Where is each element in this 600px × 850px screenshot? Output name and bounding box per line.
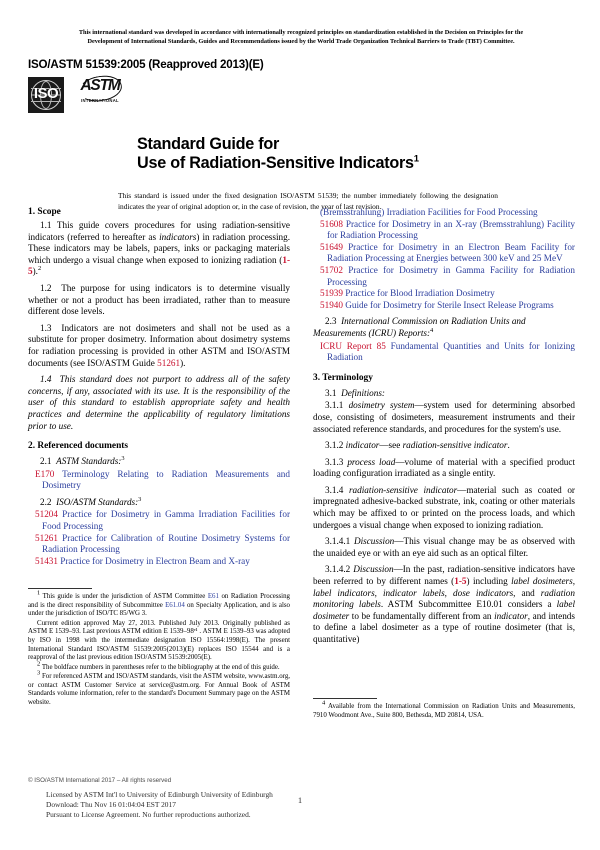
paragraph-3-1-1 <box>313 400 575 435</box>
standard-link-51261[interactable]: 51261 <box>157 357 181 368</box>
reference-entry[interactable] <box>313 219 575 242</box>
standard-id-51939[interactable]: 51939 <box>320 288 343 299</box>
definition-discussion-2-f: , and intends to define a label dosimeter as a type of routine dosimeter (that is, quantitative) <box>313 610 575 644</box>
reference-entry[interactable] <box>313 265 575 288</box>
footnote-2-text: The boldface numbers in parentheses refer to the bibliography at the end of this guide. <box>41 663 280 671</box>
logo-row <box>28 77 574 115</box>
paragraph-3-1-2 <box>313 440 575 452</box>
footnote-4-text: Available from the International Commission on Radiation Units and Measurements, 7910 Woodmont Ave., Suite 800, Bethesda, MD 20814, USA. <box>313 703 575 719</box>
para-num-2-2: 2.2 <box>40 496 52 507</box>
heading-scope: 1. Scope <box>28 207 61 217</box>
subcommittee-link-E61-04[interactable]: E61.04 <box>165 601 185 609</box>
paragraph-1-1 <box>28 220 290 278</box>
iso-logo-icon <box>28 77 64 113</box>
standard-title-51702: Practice for Dosimetry in Gamma Facility for Radiation Processing <box>327 264 575 287</box>
standard-title-icru-85: Fundamental Quantities and Units for Ionizing Radiation <box>327 340 575 363</box>
standard-title-51608: Practice for Dosimetry in an X-ray (Bremsstrahlung) Facility for Radiation Processing <box>327 218 575 241</box>
footnote-marker-3b: 3 <box>138 495 142 503</box>
term-indicator: indicator <box>345 440 380 451</box>
footnote-1 <box>28 589 290 619</box>
standard-id-E170[interactable]: E170 <box>35 468 55 479</box>
para-1-2-text: The purpose for using indicators is to determine visually whether or not a product has been irradiated, rather than to measure different dose levels. <box>28 282 290 317</box>
subheading-2-3-title: International Commission on Radiation Units and Measurements (ICRU) Reports: <box>313 316 526 338</box>
astm-logo-text: ASTM <box>80 76 120 94</box>
footnote-1-marker: 1 <box>37 589 41 597</box>
term-dosimetry-system: dosimetry system <box>348 400 415 411</box>
committee-link-E61[interactable]: E61 <box>207 593 219 600</box>
reference-entry[interactable] <box>28 509 290 532</box>
paragraph-3-1-4-2 <box>313 564 575 645</box>
tbt-banner-line1: This international standard was developed in accordance with internationally recognized principles on standardization established in the Decision on Principles for the <box>78 29 524 36</box>
footnote-1-paragraph-2: Current edition approved May 27, 2013. Published July 2013. Originally published as ASTM E 1539–93. Last previous ASTM edition E 1539–98ᵉ¹ . ASTM E 1539–93 was adopted by ISO in 1998 with the intermediate designation ISO 15564:1998(E). The present International Standard ISO/ASTM 51539:2005(2013)(E) replaces ISO 15544 and is a reapproval of the last previous edition ISO/ASTM 51539:2005(E). <box>28 619 290 662</box>
title-line-2: Use of Radiation-Sensitive Indicators <box>137 153 414 172</box>
subheading-2-3 <box>313 316 575 339</box>
definition-process-load: —volume of material with a specified product loading configuration irradiated as a single entity. <box>313 456 576 479</box>
para-1-4-text: This standard does not purport to address all of the safety concerns, if any, associated with its use. It is the responsibility of the user of this standard to establish appropriate safety and health practices and determine the applicability of regulatory limitations prior to use. <box>28 374 291 431</box>
footnotes-right <box>313 698 575 720</box>
definition-discussion-2-names-1: label dosimeters, label indicators, indicator labels, dose indicators <box>313 576 576 598</box>
paragraph-1-3 <box>28 323 290 369</box>
standard-id-51204[interactable]: 51204 <box>35 509 58 520</box>
footnote-1-text-a: This guide is under the jurisdiction of ASTM Committee <box>42 593 208 600</box>
para-num-3-1-3: 3.1.3 <box>325 456 344 467</box>
definition-indicator-b: . <box>507 440 510 451</box>
standard-title-E170: Terminology Relating to Radiation Measurements and Dosimetry <box>42 468 290 491</box>
left-column <box>28 207 290 567</box>
reference-entry[interactable] <box>313 242 575 265</box>
copyright-notice: © ISO/ASTM International 2017 – All rights reserved <box>28 777 172 784</box>
para-num-3-1-4-1: 3.1.4.1 <box>325 536 351 547</box>
term-radiation-sensitive-indicator: radiation-sensitive indicator <box>348 484 458 495</box>
para-num-3-1-4: 3.1.4 <box>325 484 344 495</box>
para-num-1-2: 1.2 <box>40 282 52 293</box>
definition-indicator-a: —see <box>379 440 403 451</box>
term-discussion-1: Discussion <box>353 536 395 547</box>
standard-title-51431: Practice for Dosimetry in Electron Beam and X-ray <box>60 555 250 566</box>
document-designation: ISO/ASTM 51539:2005 (Reapproved 2013)(E) <box>28 57 264 71</box>
para-num-2-3: 2.3 <box>325 316 337 327</box>
para-num-1-1: 1.1 <box>40 220 52 230</box>
footnotes-left <box>28 588 290 708</box>
para-1-3-text-b: ). <box>180 357 186 368</box>
license-line-3: Pursuant to License Agreement. No further reproductions authorized. <box>46 810 251 820</box>
standard-title-51431-continued: (Bremsstrahlung) Irradiation Facilities for Food Processing <box>320 207 538 217</box>
subheading-2-1 <box>28 456 290 468</box>
definition-discussion-2-d: . ASTM Subcommittee E10.01 considers a <box>380 599 557 610</box>
definition-discussion-2-label-dosimeter: label dosimeter <box>313 599 575 621</box>
standard-title-51204: Practice for Dosimetry in Gamma Irradiation Facilities for Food Processing <box>42 509 291 532</box>
standard-title-51649: Practice for Dosimetry in an Electron Beam Facility for Radiation Processing at Energies between 300 keV and 25 MeV <box>327 241 575 264</box>
para-1-1-text-b: ) in radiation processing. These indicators may be labels, papers, inks or packaging materials which undergo a visual change when exposed to ionizing radiation ( <box>28 231 290 265</box>
footnote-marker-2: 2 <box>37 265 42 273</box>
definition-indicator-ref: radiation-sensitive indicator <box>402 440 508 451</box>
definition-discussion-2-a: —In the past, radiation-sensitive indicators have been referred to by different names ( <box>313 564 575 587</box>
right-column <box>313 207 575 646</box>
definition-dosimetry-system: —system used for determining absorbed dose, consisting of dosimeters, measurement instruments and their associated reference standards, and procedures for the system's use. <box>313 400 575 434</box>
definition-discussion-2-names-2: radiation monitoring labels <box>313 587 575 610</box>
standard-title-51940: Guide for Dosimetry for Sterile Insect Release Programs <box>345 299 554 310</box>
heading-terminology: 3. Terminology <box>313 372 373 383</box>
tbt-banner <box>32 28 570 47</box>
para-num-2-1: 2.1 <box>40 456 52 467</box>
reference-entry-continued <box>313 207 575 219</box>
para-1-1-text-c: ). <box>32 266 38 277</box>
iso-logo-text: ISO <box>33 84 59 102</box>
paragraph-1-4 <box>28 374 290 432</box>
footnote-marker-3a: 3 <box>121 455 125 463</box>
issued-note: This standard is issued under the fixed designation ISO/ASTM 51539; the number immediately following the designation indicates the year of original adoption or, in the case of revision, the year of last revision. <box>118 190 498 212</box>
title-footnote-marker: 1 <box>413 153 419 165</box>
astm-logo-subtext: INTERNATIONAL <box>81 97 119 103</box>
standard-id-51649[interactable]: 51649 <box>320 241 343 252</box>
title-line-1: Standard Guide for <box>137 134 280 153</box>
definition-discussion-2-e: to be fundamentally different from an <box>349 610 495 621</box>
standard-id-51940[interactable]: 51940 <box>320 299 343 310</box>
astm-logo-icon <box>78 76 128 114</box>
page-title <box>137 135 574 173</box>
footnote-3 <box>28 669 290 708</box>
para-num-3-1: 3.1 <box>325 387 337 398</box>
footnote-3-marker: 3 <box>37 669 41 677</box>
footnote-3-text: For referenced ASTM and ISO/ASTM standards, visit the ASTM website, www.astm.org, or contact ASTM Customer Service at service@astm.org. For Annual Book of ASTM Standards volume information, refer to the standard's Document Summary page on the ASTM website. <box>28 672 290 706</box>
footnote-4 <box>313 699 575 720</box>
footnote-marker-4: 4 <box>430 326 434 334</box>
page-number: 1 <box>297 795 303 805</box>
reference-entry[interactable] <box>313 288 575 300</box>
definition-discussion-2-b: ) including <box>466 576 512 587</box>
reference-entry[interactable] <box>28 533 290 556</box>
term-discussion-2: Discussion <box>353 564 394 575</box>
subheading-2-2 <box>28 497 290 509</box>
paragraph-3-1-3 <box>313 457 575 480</box>
standard-title-51261: Practice for Calibration of Routine Dosimetry Systems for Radiation Processing <box>42 532 291 555</box>
standard-id-51608[interactable]: 51608 <box>320 218 343 229</box>
standard-title-51939: Practice for Blood Irradiation Dosimetry <box>345 288 495 299</box>
footnote-2 <box>28 660 290 673</box>
license-line-2: Download: Thu Nov 16 01:04:04 EST 2017 <box>46 800 176 810</box>
para-1-3-text-a: Indicators are not dosimeters and shall not be used as a substitute for proper dosimetry. Information about dosimetry systems for radiation processing is provided in other ASTM and ISO/ASTM documents (see ISO/ASTM Guide <box>28 322 290 368</box>
para-1-1-italic: indicators <box>159 231 197 242</box>
bibliography-ref-1-5-b[interactable]: 1-5 <box>454 576 467 587</box>
reference-entry[interactable] <box>313 300 575 312</box>
para-num-1-3: 1.3 <box>40 322 52 333</box>
reference-entry[interactable] <box>313 341 575 364</box>
tbt-banner-line2: Development of International Standards, Guides and Recommendations issued by the World Trade Organization Technical Barriers to Trade (TBT) Committee. <box>87 38 515 46</box>
subheading-2-2-title: ISO/ASTM Standards: <box>56 496 139 507</box>
heading-referenced-documents: 2. Referenced documents <box>28 441 129 452</box>
standard-id-icru-85[interactable]: ICRU Report 85 <box>320 340 386 351</box>
para-1-1-text-a: This guide covers procedures for using radiation-sensitive indicators (referred to hereafter as <box>28 220 290 242</box>
term-process-load: process load <box>347 456 396 467</box>
para-num-3-1-4-2: 3.1.4.2 <box>325 564 351 575</box>
reference-entry[interactable] <box>28 556 290 568</box>
license-line-1: Licensed by ASTM Int'l to University of Edinburgh University of Edinburgh <box>46 790 273 799</box>
title-block <box>137 135 574 173</box>
standard-id-51261[interactable]: 51261 <box>35 532 58 543</box>
subheading-3-1 <box>313 388 575 400</box>
para-num-3-1-2: 3.1.2 <box>325 440 344 451</box>
standard-id-51702[interactable]: 51702 <box>320 264 343 275</box>
subheading-2-1-title: ASTM Standards: <box>56 456 122 467</box>
definition-discussion-2-c: , and <box>513 587 541 598</box>
paragraph-3-1-4-1 <box>313 536 575 559</box>
standard-id-51431[interactable]: 51431 <box>35 555 58 566</box>
para-num-1-4: 1.4 <box>40 374 52 385</box>
subheading-3-1-title: Definitions: <box>341 387 385 398</box>
definition-discussion-1: —This visual change may be as observed with the unaided eye or with an eye aid such as an optical filter. <box>313 536 576 558</box>
footnote-1-text-c: on Specialty Application, and is also under the jurisdiction of ISO/TC 85/WG 3. <box>28 601 290 618</box>
paragraph-1-2 <box>28 283 290 318</box>
footnote-2-marker: 2 <box>37 660 41 668</box>
para-num-3-1-1: 3.1.1 <box>325 400 344 411</box>
definition-radiation-sensitive-indicator: —material such as coated or impregnated adhesive-backed substrate, ink, coating or other materials which may be affixed to or printed on the process loads, and which undergoes a visual change when exposed to ionizing radiation. <box>313 484 575 530</box>
footnote-4-marker: 4 <box>322 699 326 707</box>
definition-discussion-2-indicator: indicator <box>494 610 528 621</box>
paragraph-3-1-4 <box>313 485 575 531</box>
reference-entry[interactable] <box>28 469 290 492</box>
footnote-1-text-b: on Radiation Processing and is the direct responsibility of Subcommittee <box>28 593 290 609</box>
bibliography-ref-1-5[interactable]: 1-5 <box>28 254 290 277</box>
